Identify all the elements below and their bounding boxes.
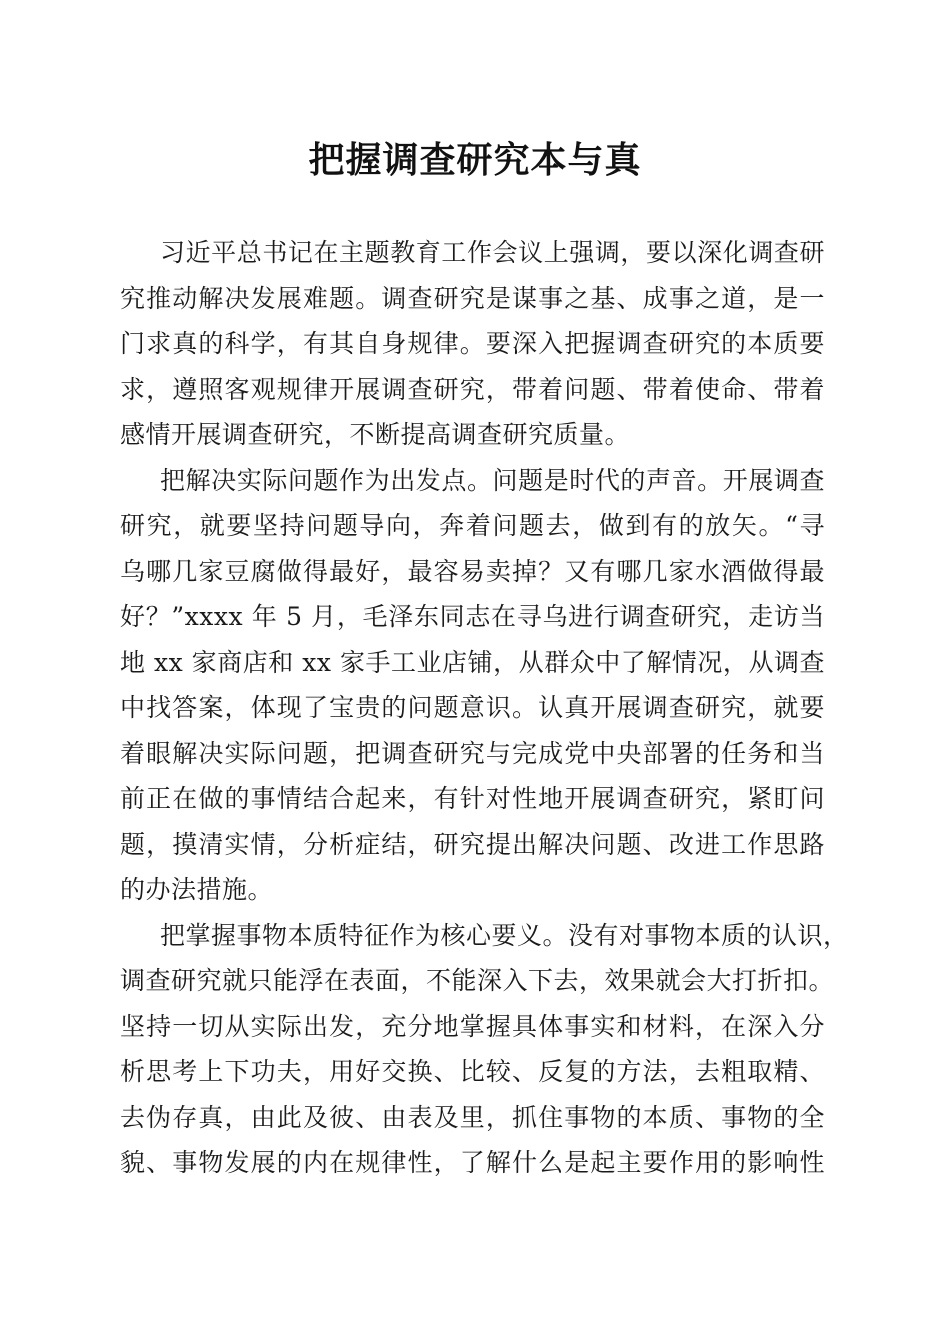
- paragraph-2-line: 中找答案，体现了宝贵的问题意识。认真开展调查研究，就要: [120, 693, 825, 722]
- paragraph-3-line: 去伪存真，由此及彼、由表及里，抓住事物的本质、事物的全: [120, 1102, 825, 1132]
- paragraph-3-line: 坚持一切从实际出发，充分地掌握具体事实和材料，在深入分: [120, 1011, 825, 1041]
- paragraph-2-line: 地 xx 家商店和 xx 家手工业店铺，从群众中了解情况，从调查: [120, 647, 825, 677]
- paragraph-2-line: 乌哪几家豆腐做得最好，最容易卖掉？又有哪几家水酒做得最: [120, 556, 825, 586]
- paragraph-2-line: 题，摸清实情，分析症结，研究提出解决问题、改进工作思路: [120, 829, 825, 859]
- paragraph-1-line: 感情开展调查研究，不断提高调查研究质量。: [120, 420, 631, 449]
- document-body: [120, 230, 849, 1186]
- paragraph-2-line: 前正在做的事情结合起来，有针对性地开展调查研究，紧盯问: [120, 784, 825, 813]
- paragraph-1-line: 习近平总书记在主题教育工作会议上强调，要以深化调查研: [160, 238, 825, 267]
- paragraph-3-line: 调查研究就只能浮在表面，不能深入下去，效果就会大打折扣。: [120, 966, 835, 995]
- paragraph-1-line: 求，遵照客观规律开展调查研究，带着问题、带着使命、带着: [120, 374, 825, 404]
- document-title: 把握调查研究本与真: [308, 139, 642, 181]
- paragraph-1-line: 究推动解决发展难题。调查研究是谋事之基、成事之道，是一: [120, 283, 825, 313]
- paragraph-3-line: 把掌握事物本质特征作为核心要义。没有对事物本质的认识，: [160, 920, 849, 950]
- paragraph-2-line: 着眼解决实际问题，把调查研究与完成党中央部署的任务和当: [120, 738, 825, 768]
- paragraph-2-line: 把解决实际问题作为出发点。问题是时代的声音。开展调查: [160, 465, 825, 495]
- paragraph-2-line: 研究，就要坚持问题导向，奔着问题去，做到有的放矢。“寻: [120, 511, 825, 540]
- paragraph-3-line: 貌、事物发展的内在规律性，了解什么是起主要作用的影响性: [120, 1148, 825, 1177]
- paragraph-3-line: 析思考上下功夫，用好交换、比较、反复的方法，去粗取精、: [120, 1057, 825, 1086]
- paragraph-2-line: 好？”xxxx 年 5 月，毛泽东同志在寻乌进行调查研究，走访当: [120, 602, 825, 631]
- paragraph-1-line: 门求真的科学，有其自身规律。要深入把握调查研究的本质要: [120, 329, 825, 358]
- paragraph-2-line: 的办法措施。: [120, 875, 274, 904]
